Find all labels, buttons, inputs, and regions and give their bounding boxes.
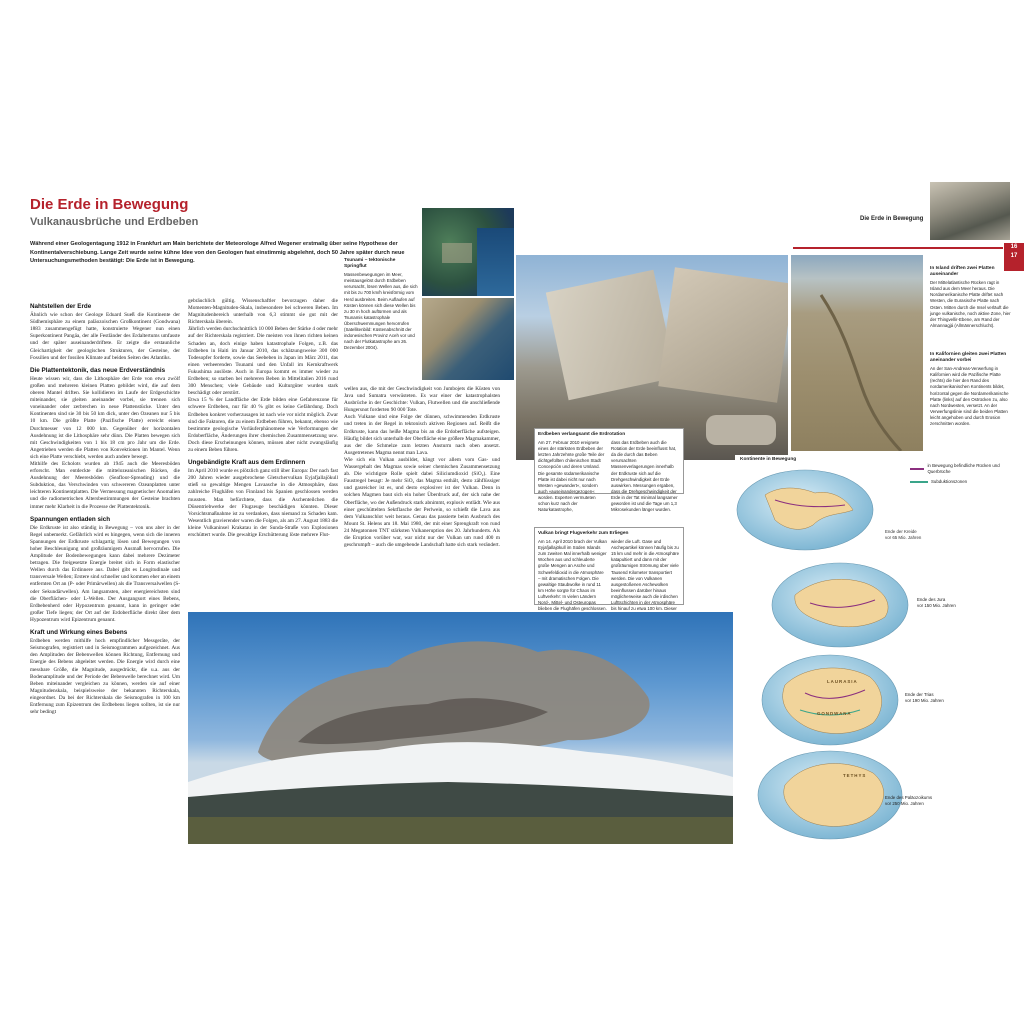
header-thumbnail-photo — [930, 182, 1010, 240]
map-label-jura-line1: Ende des Jura — [917, 597, 946, 602]
volcano-eruption-photo — [188, 612, 733, 844]
continent-gondwana: GONDWANA — [817, 711, 852, 716]
text-column-2 — [188, 298, 338, 633]
page-number-right: 17 — [1010, 253, 1018, 259]
page-subtitle: Vulkanausbrüche und Erdbeben — [30, 216, 199, 228]
tsunami-caption-text: Massenbewegungen im Meer, meistausgelöst durch Erdbeben verursacht, lösen Wellen aus, die sich mit bis zu 700 km/h kreisförmig vom Herd ausbreiten. Beim Auflaufen auf Küsten können sich diese Wellen bis zu 30 m hoch auftürmen und als Tsunamis katastrophale Überschwemmungen hervorrufen (Satellitenbild: Küstenabschnitt der indonesischen Provinz Aceh vor und nach der Flutkatastrophe am 26. Dezember 2004). — [344, 272, 418, 351]
page-number-left: 16 — [1010, 244, 1018, 250]
paragraph: Heute wissen wir, dass die Lithosphäre der Erde von etwa zwölf großen und mehreren kleinen Platten gebildet wird, die auf dem oberen Mantel driften. Sie kollidieren im Laufe der Erdgeschichte miteinander, sie gleiten aneinander vorbei, sie trennen sich voneinander oder zerbrechen in neue Plattenstücke. Unter den Kontinenten sind sie 30 bis 50 km dick, unter den Ozeanen nur 5 bis 10 km. Die größte Platte (Pazifische Platte) erreicht einen Durchmesser von 12 000 km. Gegenüber der horizontalen Ausdehnung ist die Lithosphäre sehr dünn. Die Platten bewegen sich mit Geschwindigkeiten von 1 bis 18 cm pro Jahr um die Erde. Angetrieben werden die Platten von Konvektionen im Mantel. Wenn sich eine Platte verschiebt, werden auch andere bewegt. — [30, 375, 180, 460]
paragraph: Ähnlich wie schon der Geologe Eduard Sueß die Kontinente der Südhemisphäre zu einem paläozoischen Großkontinent (Gondwana) 1883 zusammengefügt hatte, konstruierte Wegener nun einen Superkontinent Pangäa, der alle Festländer des Erdaltertums umfasste und der später auseinanderdriftete. Er zeigte die erstaunliche Gleichartigkeit der geologischen Strukturen, der Gesteine, der Fossilien und der fossilen Klimate auf beiden Seiten des Atlantiks. — [30, 312, 180, 361]
california-caption — [930, 352, 1012, 427]
page-title: Die Erde in Bewegung — [30, 196, 189, 213]
satellite-photo-before — [422, 208, 514, 296]
fault-line-icon — [791, 255, 923, 451]
header-rule — [793, 247, 1003, 249]
map-label-kreide-line2: vor 65 Mio. Jahren — [885, 535, 922, 541]
heading-kraft-wirkung: Kraft und Wirkung eines Bebens — [30, 629, 128, 637]
paragraph: Die Erdkruste ist also ständig in Bewegung – von uns aber in der Regel unbemerkt. Gefährlich wird es hingegen, wenn sich die inneren Spannungen der Erdkruste schlagartig lösen und Bewegungen von hoher Beschleunigung und großräumigem Ausmaß hervorrufen. Die Amplitude der Bodenbewegungen kann dabei mehrere Dezimeter betragen. Die freigesetzte Energie breitet sich in Form elastischer Wellen durch das Erdinnere aus. Dabei gibt es Longitudinale und transversale Wellen; Erstere sind schneller und kommen eher an einem entfernten Ort an (P- oder Primärwellen) als die Transversalwellen (S- oder Sekundärwellen). Am langsamsten, aber energiereichsten sind die Oberflächen- oder L-Wellen. Der Ausgangsort eines Bebens, Erdbebenherd oder Hypozentrum genannt, kann in geringer oder großer Tiefe liegen; der Ort auf der Erdoberfläche direkt über dem Hypozentrum wird Epizentrum genannt. — [30, 524, 180, 623]
legend-label-subduction: Subduktionszonen — [931, 479, 968, 485]
map-title: Kontinente in Bewegung — [740, 457, 797, 462]
running-head: Die Erde in Bewegung — [860, 216, 924, 222]
chile-info-box — [534, 428, 684, 513]
continent-laurasia: LAURASIA — [827, 679, 858, 684]
chile-box-head: Erdbeben verlangsamt die Erdrotation — [538, 432, 626, 437]
map-label-kreide-line1: Ende der Kreide — [885, 529, 917, 534]
paragraph: Jährlich werden durchschnittlich 10 000 Beben der Stärke 4 oder mehr auf der Richterskala registriert. Die meisten von ihnen richten keinen Schaden an, doch einige haben katastrophale Folgen, z.B. das Erdbeben in Haiti im Januar 2010, das schätzungsweise 300 000 Todesopfer forderte, sowie das Seebeben in Japan im März 2011, das einen verheerenden Tsunami und den Unfall im Kernkraftwerk Fukushima auslöste. Auch in Europa kommt es immer wieder zu Erdbeben; so starben bei mehreren Beben in Mittelitalien 2016 rund 300 Menschen; viele Gebäude und Kulturgüter wurden stark beschädigt oder zerstört. — [188, 326, 338, 397]
continent-tethys: TETHYS — [843, 773, 867, 778]
map-label-trias-line1: Ende der Trias — [905, 692, 934, 697]
map-label-kreide — [885, 529, 921, 541]
iceland-caption — [930, 266, 1012, 329]
tsunami-caption-head: Tsunami – tektonische Springflut — [344, 258, 396, 270]
paragraph: Etwa 15 % der Landfläche der Erde bilden eine Gefahrenzone für schwere Erdbeben, nur für 40 % gibt es keine Gefährdung. Doch Erdbeben konkret vorherzusagen ist nach wie vor nicht möglich. Zwar sind die Faktoren, die zu einem Erdbeben führen, bekannt, ebenso wie bestimmte geologische Vorläuferphänomene wie Verformungen der Erdoberfläche, Änderungen ihrer chemischen Zusammensetzung usw. Doch diese Erscheinungen können, müssen aber nicht zwangsläufig zu einem Beben führen. — [188, 397, 338, 453]
heading-spannungen: Spannungen entladen sich — [30, 515, 111, 523]
iceland-caption-text: Der Mittelatlantische Rücken ragt in Island aus dem Meer heraus. Die Nordamerikanische Platte driftet nach Westen, die Eurasische Platte nach Osten. Mitten durch die Insel verläuft die junge vulkanische, noch aktive Zone, hier der Thingvellir-Ebene, am Rand der Almannagjá (Allmännerschlucht). — [930, 280, 1011, 328]
tsunami-caption — [344, 258, 418, 351]
heading-ungebaendigte-kraft: Ungebändigte Kraft aus dem Erdinnern — [188, 459, 306, 467]
paragraph: Erdbeben werden mithilfe hoch empfindlicher Messgeräte, der Seismografen, registriert und in Seismogrammen aufgezeichnet. Aus den Amplituden der Bebenwellen können Richtung, Entfernung und Energie des Bebens abgeleitet werden. Die Energie wird durch eine messbare Größe, die Magnitude, ausgedrückt, die u.a. aus der Bodenamplitude und der Periode der Bebenwelle berechnet wird. Um Beben miteinander vergleichen zu können, werden sie auf einer Magnitudenskala, beispielsweise der bekannten Richterskala, eingeordnet. Da bei der Richterskala die Seismografen in 100 km Entfernung zum Epizentrum des Erdbebens liegen sollten, ist sie nur sehr bedingt — [30, 638, 180, 716]
intro-paragraph: Während einer Geologentagung 1912 in Frankfurt am Main berichtete der Meteorologe Alfred Wegener erstmalig über seine Hypothese der Kontinentalverschiebung. Lange Zeit wurde seine kühne Idee von den Geologen fast einstimmig abgelehnt, doch 50 Jahre später durch neue Untersuchungsmethoden bestätigt: Die Erde ist in Bewegung. — [30, 241, 405, 265]
globe-maps — [735, 455, 1005, 847]
paragraph: Auch Vulkane sind eine Folge der dünnen, schwimmenden Erdkruste und treten in der Regel in tektonisch aktiven Regionen auf. Reißt die Erdkruste, kann das heiße Magma bis an die Erdoberfläche aufsteigen. Häufig bildet sich unterhalb der Oberfläche eine größere Magmakammer, aus der die Schmelze zum letzten Ansturm nach oben ansetzt. Ausgetretenes Magma nennt man Lava. — [344, 414, 500, 456]
globe-paleozoic — [758, 751, 902, 839]
map-label-trias — [905, 692, 944, 704]
paragraph: wellen aus, die mit der Geschwindigkeit von Jumbojets die Küsten von Java und Sumatra verwüsteten. Es war einer der katastrophalsten Ausbrüche in der Geschichte: Vulkan, Flutwellen und die anschließende Hungersnot forderten 90 000 Tote. — [344, 386, 500, 414]
volcano-box-text-right: wieder die Luft. Gase und Aschepartikel können häufig bis zu 15 km und mehr in die Atmosphäre katapultiert und dann mit der großräumigen Strömung über viele Tausend Kilometer transportiert werden. Die von Vulkanen ausgestoßenen Aschewolken beeinflussen darüber hinaus möglicherweise auch die irdischen Lufttschichten in der Atmosphäre bis hinauf zu etwa 100 km. Dieser — [611, 539, 680, 612]
paragraph: Wie sich ein Vulkan ausbildet, hängt vor allem vom Gas- und Wassergehalt des Magmas sowie seiner chemischen Zusammensetzung ab. Die wichtigste Rolle spielt dabei Siliciumdioxid (SiO₂). Eine Faustregel besagt: Je mehr SiO₂ das Magma enthält, desto zähflüssiger und gasreicher ist es, und desto explosiver ist der Vulkan. Denn in solchen Magmen baut sich ein hoher Überdruck auf, der sich nahe der Oberfläche, wo der Außendruck stark abnimmt, explosiv entlädt. Wie aus einer geschüttelten Sektflasche der Perlwein, so schießt die Lava aus dem Vulkanschlot weit heraus. Genau das passierte beim Ausbruch des Mount St. Helens am 18. Mai 1980, der mit einer Sprengkraft von rund 24 Megatonnen TNT stärksten Vulkaneruption des 20. Jahrhunderts. Als die Eruption vorüber war, war nicht nur der Vulkan um rund 400 m geschrumpft – auch die umgebende Landschaft hatte sich stark verändert. — [344, 456, 500, 549]
paragraph: Mithilfe des Echolots wurden ab 1945 auch die Meeresböden erforscht. Man entdeckte die mittelozeanischen Rücken, die Ausdehnung der Meeresböden (Seafloor-Spreading) und die Subduktion, das Verschwinden von schwereren Ozeanplatten unter leichteren Kontinentplatten. Die Vermessung magnetischer Anomalien und die radiometrischen Altersbestimmungen der Gesteine brachten immer mehr Klarheit in die Prozesse der Plattentektonik. — [30, 460, 180, 510]
legend-label-ridges: in Bewegung befindliche Rücken und Querbrüche — [927, 463, 1000, 475]
volcano-box-head: Vulkan bringt Flugverkehr zum Erliegen — [538, 531, 629, 536]
map-label-palaeozoikum-line1: Ende des Paläozoikums — [885, 795, 933, 800]
globe-jurassic — [772, 563, 908, 647]
iceland-caption-head: In Island driften zwei Platten auseinander — [930, 266, 995, 278]
volcano-scene — [188, 612, 733, 844]
text-column-3 — [344, 386, 500, 612]
globe-triassic — [762, 655, 898, 745]
map-label-palaeozoikum-line2: vor 250 Mio. Jahren — [885, 801, 924, 807]
globe-cretaceous — [737, 470, 873, 550]
continents-map-panel — [735, 455, 1005, 847]
san-andreas-fault-photo — [791, 255, 923, 451]
chile-box-text-right: dass das Erdbeben auch die Rotation der Erde beeinflusst hat, da die durch das Beben verursachten Massenverlagerungen innerhalb der Erdkruste sich auf die Drehgeschwindigkeit der Erde auswirken. Messungen ergaben, dass die Drehgeschwindigkeit der Erde in der Tat minimal langsamer geworden ist und die Tage um 1,3 Mikrosekunden länger wurden. — [611, 440, 678, 513]
heading-plattentektonik: Die Plattentektonik, das neue Erdverständnis — [30, 366, 166, 374]
chile-box-text-left: Am 27. Februar 2010 ereignete eines der stärksten Erdbeben der letzten Jahrzehnte große Teile der dichtgefüllten chilenischen Stadt Concepción und deren Umland. Die gesamte südamerikanische Platte ist dabei nicht nur nach Westen »gewandert«, sondern auch »auseinandergezogen« worden. Experten vermuteten schon kurz nach der Naturkatastrophe, — [538, 440, 605, 513]
california-caption-head: In Kalifornien gleiten zwei Platten aneinander vorbei — [930, 352, 1007, 364]
paragraph: gebräuchlich gültig. Wissenschaftler bevorzugen daher die Momenten-Magnituden-Skala, insbesondere bei schweren Beben. Im Magnitudenbereich unterhalb von 6,3 stimmt sie gut mit der Richterskala überein. — [188, 298, 338, 326]
volcano-box-text-left: Am 14. April 2010 brach der Vulkan Eyjafjallajökull im Süden Islands zum zweiten Mal innerhalb weniger Wochen aus und schleuderte große Mengen an Asche und Schwefeldioxid in die Atmosphäre – mit dramatischen Folgen. Die gewaltige Staubwolke in rund 11 km Höhe sorgte für Chaos im Luftverkehr: In vielen Ländern Nord-, Mittel- und Osteuropas blieben die Flughäfen geschlossen. — [538, 539, 607, 612]
paragraph: Im April 2010 wurde es plötzlich ganz still über Europa: Der nach fast 200 Jahren wieder ausgebrochene Gletschervulkan Eyjafjallajökull stieß so gewaltige Mengen Lavaasche in die Atmosphäre, dass zahlreiche Flughäfen von Finnland bis Spanien geschlossen werden mussten. Man befürchtete, dass die Aschenteilchen die Düsentriebwerke der Flugzeuge beschädigen könnten. Dieser Vorsichtsmaßnahme ist zu verdanken, dass niemand zu Schaden kam. Wesentlich gravierender waren die Folgen, als am 27. August 1883 die kleine Vulkaninsel Krakatau in der Sunda-Straße von Explosionen erschüttert wurde. Die gewaltige Erschütterung löste mehrere Flut- — [188, 468, 338, 538]
text-column-1 — [30, 298, 180, 716]
map-label-palaeozoikum — [885, 795, 932, 807]
map-label-jura-line2: vor 150 Mio. Jahren — [917, 603, 956, 609]
heading-nahtstellen: Nahtstellen der Erde — [30, 303, 92, 310]
map-label-trias-line2: vor 190 Mio. Jahren — [905, 698, 944, 704]
map-label-jura — [917, 597, 956, 609]
california-caption-text: An der San-Andreas-Verwerfung in Kalifornien wird die Pazifische Platte (rechts) die hier den Rand des nordamerikanischen Kontinents bildet, horizontal gegen die Nordamerikanische Platte (links) auf den Ostrücken zu, also nach Nordwesten, versetzt. An der Verwerfungslinie sind die beiden Platten leicht angehoben und durch Erosion zerschnitten worden. — [930, 366, 1009, 427]
volcano-info-box — [534, 527, 684, 612]
satellite-photo-after — [422, 298, 514, 380]
